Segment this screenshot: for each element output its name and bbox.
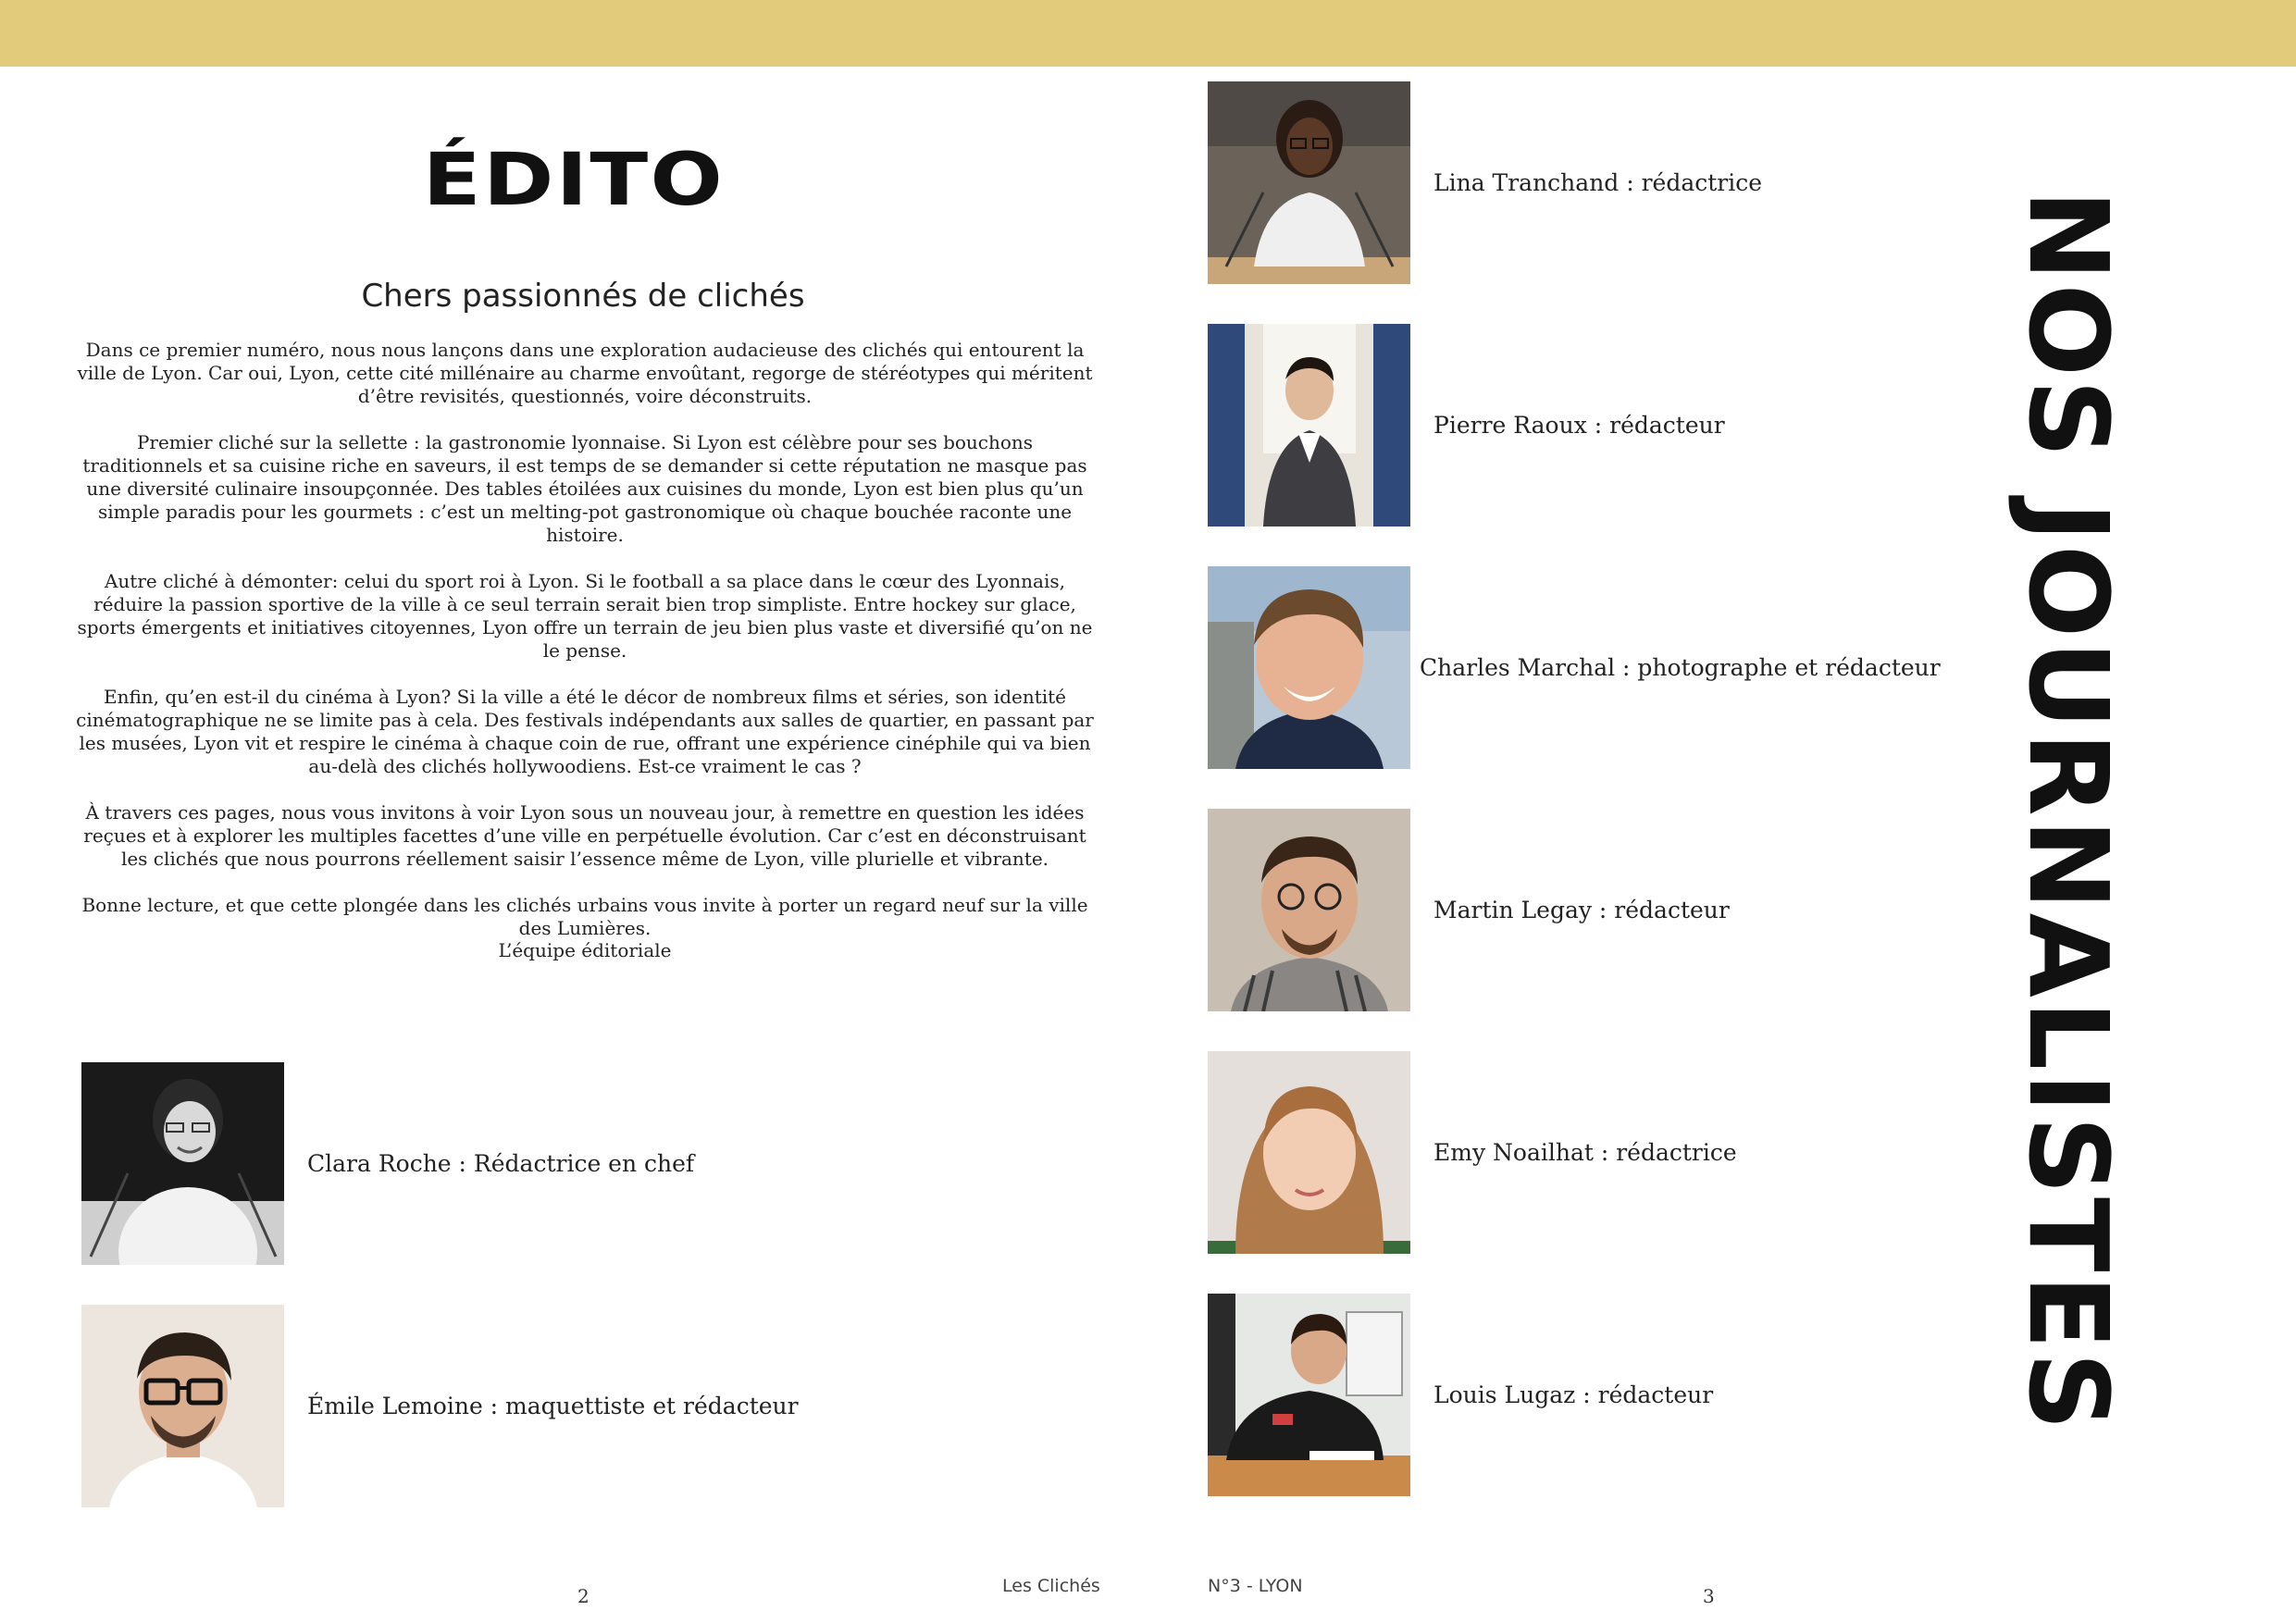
edito-paragraph: Enfin, qu’en est-il du cinéma à Lyon? Si la ville a été le décor de nombreux films et séries, son identité cinématographique ne se limite pas à cela. Des festivals indépendants aux salles de quartier, en passant par les musées, Lyon vit et respire le cinéma à chaque coin de rue, offrant une expérience cinéphile qui va bien au-delà des clichés hollywoodiens. Est-ce vraiment le cas ?: [76, 686, 1094, 777]
top-color-band: [0, 0, 2296, 67]
team-member-label: Émile Lemoine : maquettiste et rédacteur: [307, 1393, 799, 1419]
journalist-label: Emy Noailhat : rédactrice: [1433, 1139, 1737, 1166]
portrait-photo: [81, 1062, 284, 1265]
edito-paragraph: Dans ce premier numéro, nous nous lançons dans une exploration audacieuse des clichés qui entourent la ville de Lyon. Car oui, Lyon, cette cité millénaire au charme envoûtant, regorge de stéréotypes qui méritent d’être revisités, questionnés, voire déconstruits.: [77, 339, 1093, 407]
edito-paragraph: Autre cliché à démonter: celui du sport roi à Lyon. Si le football a sa place dans le cœur des Lyonnais, réduire la passion sportive de la ville à ce seul terrain serait bien trop simpliste. Entre hockey sur glace, sports émergents et initiatives citoyennes, Lyon offre un terrain de jeu bien plus vaste et diversifié qu’on ne le pense.: [77, 570, 1093, 662]
journalists-title-text: NOS JOURNALISTES: [2004, 189, 2132, 1434]
magazine-name: Les Clichés: [1002, 1576, 1100, 1596]
portrait-photo: [1208, 324, 1410, 527]
portrait-photo: [81, 1305, 284, 1507]
team-member-emile-lemoine: [81, 1305, 799, 1507]
edito-paragraph: Bonne lecture, et que cette plongée dans les clichés urbains vous invite à porter un regard neuf sur la ville des Lumières.: [81, 894, 1088, 939]
edito-paragraph: Premier cliché sur la sellette : la gastronomie lyonnaise. Si Lyon est célèbre pour ses bouchons traditionnels et sa cuisine riche en saveurs, il est temps de se demander si cette réputation ne masque pas une diversité culinaire insoupçonnée. Des tables étoilées aux cuisines du monde, Lyon est bien plus qu’un simple paradis pour les gourmets : c’est un melting-pot gastronomique où chaque bouchée raconte une histoire.: [82, 431, 1087, 546]
portrait-photo: [1208, 1294, 1410, 1496]
journalist-label: Lina Tranchand : rédactrice: [1433, 169, 1763, 196]
journalist-label: Pierre Raoux : rédacteur: [1433, 412, 1725, 439]
journalist-emy-noailhat: [1208, 1051, 1737, 1254]
page-number-right: 3: [1703, 1585, 1715, 1607]
journalist-charles-marchal: [1208, 566, 1941, 769]
portrait-photo: [1208, 81, 1410, 284]
page-number-left: 2: [577, 1585, 590, 1607]
edito-paragraph: À travers ces pages, nous vous invitons à voir Lyon sous un nouveau jour, à remettre en question les idées reçues et à explorer les multiples facettes d’une ville en perpétuelle évolution. Car c’est en déconstruisant les clichés que nous pourrons réellement saisir l’essence même de Lyon, ville plurielle et vibrante.: [83, 801, 1086, 870]
edito-title: ÉDITO: [422, 139, 726, 222]
edito-subtitle: Chers passionnés de clichés: [361, 278, 805, 315]
portrait-photo: [1208, 809, 1410, 1011]
journalist-pierre-raoux: [1208, 324, 1725, 527]
team-member-label: Clara Roche : Rédactrice en chef: [307, 1150, 695, 1177]
portrait-photo: [1208, 566, 1410, 769]
portrait-photo: [1208, 1051, 1410, 1254]
edito-signature: L’équipe éditoriale: [498, 939, 672, 961]
journalist-label: Charles Marchal : photographe et rédacteur: [1420, 654, 1941, 681]
team-member-clara-roche: [81, 1062, 694, 1265]
journalist-label: Martin Legay : rédacteur: [1433, 897, 1730, 923]
issue-label: N°3 - LYON: [1208, 1576, 1303, 1596]
journalist-louis-lugaz: [1208, 1294, 1713, 1496]
journalists-title: [1994, 85, 2142, 1538]
journalist-lina-tranchand: [1208, 81, 1762, 284]
journalist-label: Louis Lugaz : rédacteur: [1433, 1381, 1714, 1408]
journalist-martin-legay: [1208, 809, 1730, 1011]
edito-body: [76, 339, 1094, 963]
